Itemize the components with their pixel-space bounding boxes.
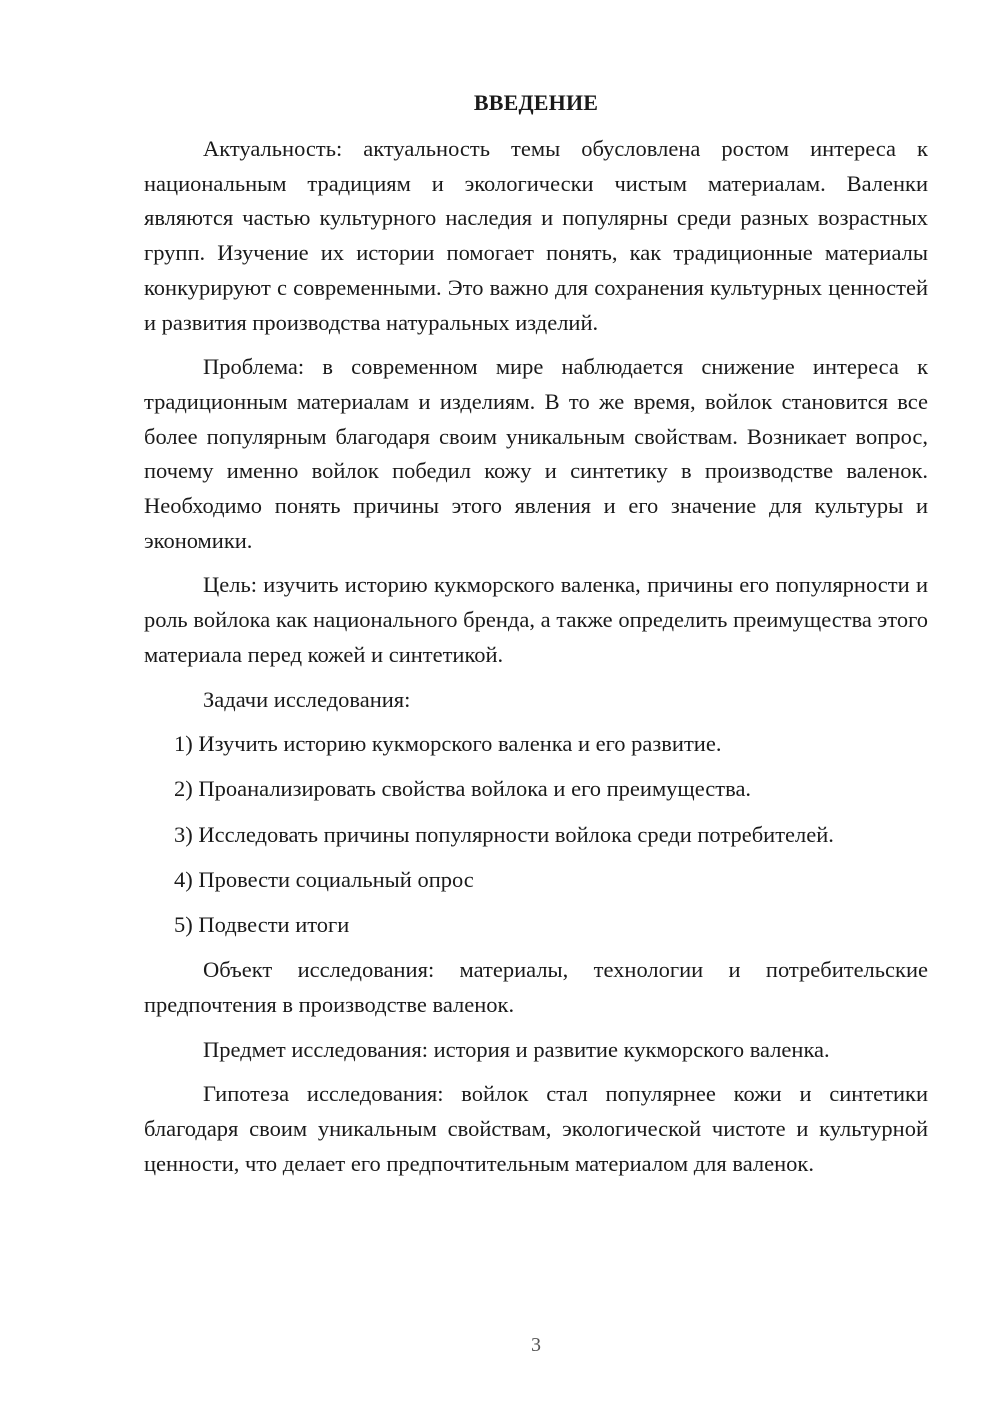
list-item: 4) Провести социальный опрос [174, 866, 474, 892]
paragraph-hypothesis: Гипотеза исследования: войлок стал популярнее кожи и синтетики благодаря своим уникальным свойствам, экологической чистоте и культурной ценности, что делает его предпочтительным материалом для валенок. [144, 1081, 928, 1176]
document-page [144, 90, 928, 1191]
list-item: 2) Проанализировать свойства войлока и его преимущества. [174, 776, 752, 802]
list-item: 5) Подвести итоги [174, 912, 350, 938]
paragraph-problem: Проблема: в современном мире наблюдается снижение интереса к традиционным материалам и изделиям. В то же время, войлок становится все более популярным благодаря своим уникальным свойствам. Возникает вопрос, почему именно войлок победил кожу и синтетику в производстве валенок. Необходимо понять причины этого явления и его значение для культуры и экономики. [144, 354, 928, 553]
page-number: 3 [531, 1334, 541, 1356]
tasks-list [144, 727, 928, 943]
paragraph-relevance: Актуальность: актуальность темы обусловлена ростом интереса к национальным традициям и экологически чистым материалам. Валенки являются частью культурного наследия и популярны среди разных возрастных групп. Изучение их истории помогает понять, как традиционные материалы конкурируют с современными. Это важно для сохранения культурных ценностей и развития производства натуральных изделий. [144, 136, 928, 335]
paragraph-tasks-heading: Задачи исследования: [203, 686, 411, 712]
paragraph-goal: Цель: изучить историю кукморского валенка, причины его популярности и роль войлока как национального бренда, а также определить преимущества этого материала перед кожей и синтетикой. [144, 572, 928, 667]
paragraph-object: Объект исследования: материалы, технологии и потребительские предпочтения в производстве валенок. [144, 957, 928, 1017]
paragraph-subject: Предмет исследования: история и развитие кукморского валенка. [203, 1036, 830, 1062]
list-item: 1) Изучить историю кукморского валенка и его развитие. [174, 731, 722, 757]
list-item: 3) Исследовать причины популярности войлока среди потребителей. [174, 821, 834, 847]
section-title: ВВЕДЕНИЕ [473, 90, 599, 115]
